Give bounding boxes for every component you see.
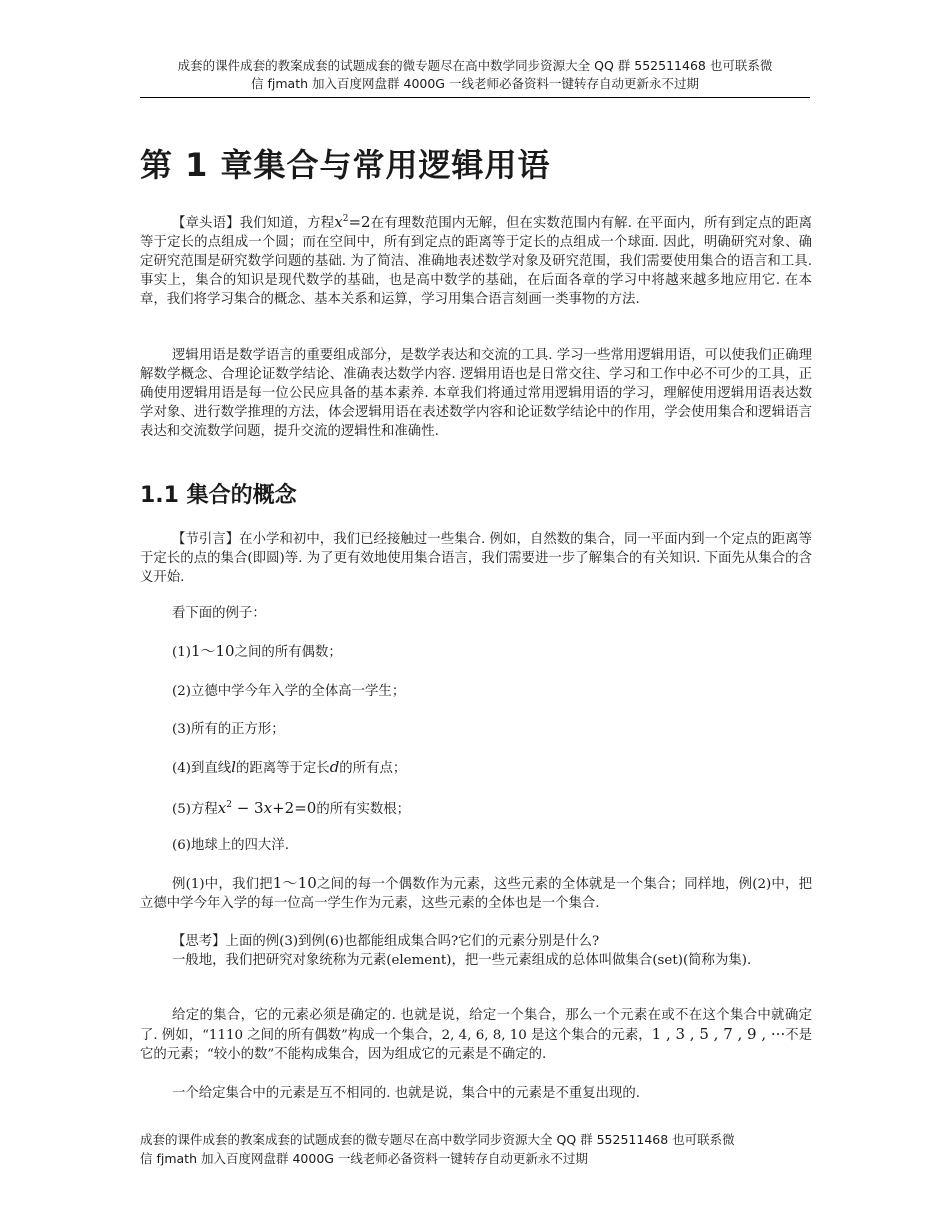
footer-line-1: 成套的课件成套的教案成套的试题成套的微专题尽在高中数学同步资源大全 QQ 群 552511468 也可联系微 bbox=[140, 1132, 735, 1147]
chapter-intro-paragraph-1: 【章头语】我们知道，方程$x^2=2$在有理数范围内无解，但在实数范围内有解. 在平面内，所有到定点的距离等于定长的点组成一个圆；而在空间中，所有到定点的距离等于定长的点组成一个球面. 因此，明确研究对象、确定研究范围是研究数学问题的基础. 为了简洁、准确地表述数学对象及研究范围，我们需要使用集合的语言和工具. 事实上，集合的知识是现代数学的基础，也是高中数学的基础，在后面各章的学习中将越来越多地应用它. 在本章，我们将学习集合的概念、基本关系和运算，学习用集合语言刻画一类事物的方法. bbox=[140, 213, 812, 307]
section-intro-paragraph: 【节引言】在小学和初中，我们已经接触过一些集合. 例如，自然数的集合，同一平面内到一个定点的距离等于定长的点的集合(即圆)等. 为了更有效地使用集合语言，我们需要进一步了解集合的有关知识. 下面先从集合的含义开始. bbox=[140, 532, 812, 585]
example-6: (6)地球上的四大洋. bbox=[172, 838, 289, 853]
page-header bbox=[140, 57, 810, 98]
determinacy-paragraph: 给定的集合，它的元素必须是确定的. 也就是说，给定一个集合，那么一个元素在或不在这个集合中就确定了. 例如，“1110 之间的所有偶数”构成一个集合，2, 4, 6, 8, 10 是这个集合的元素，1 , 3 , 5 , 7 , 9 , ···不是它的元素；“较小的数”不能构成集合，因为组成它的元素是不确定的. bbox=[140, 1008, 813, 1062]
chapter-intro-paragraph-2: 逻辑用语是数学语言的重要组成部分，是数学表达和交流的工具. 学习一些常用逻辑用语，可以使我们正确理解数学概念、合理论证数学结论、准确表达数学内容. 逻辑用语也是日常交往、学习和工作中必不可少的工具，正确使用逻辑用语是每一位公民应具备的基本素养. 本章我们将通过常用逻辑用语的学习，理解使用逻辑用语表达数学对象、进行数学推理的方法，体会逻辑用语在表述数学内容和论证数学结论中的作用，学会使用集合和逻辑语言表达和交流数学问题，提升交流的逻辑性和准确性. bbox=[140, 348, 812, 439]
chapter-title: 第 1 章集合与常用逻辑用语 bbox=[140, 146, 551, 184]
example-3: (3)所有的正方形； bbox=[172, 722, 285, 737]
think-prompt: 【思考】上面的例(3)到例(6)也都能组成集合吗?它们的元素分别是什么? bbox=[172, 934, 600, 949]
example-lead: 看下面的例子： bbox=[172, 606, 266, 621]
distinctness-paragraph: 一个给定集合中的元素是互不相同的. 也就是说，集合中的元素是不重复出现的. bbox=[172, 1086, 641, 1101]
footer-line-2: 信 fjmath 加入百度网盘群 4000G 一线老师必备资料一键转存自动更新永不过期 bbox=[140, 1151, 588, 1166]
page-footer bbox=[140, 1130, 820, 1168]
header-line-1: 成套的课件成套的教案成套的试题成套的微专题尽在高中数学同步资源大全 QQ 群 552511468 也可联系微 bbox=[177, 58, 773, 73]
header-line-2: 信 fjmath 加入百度网盘群 4000G 一线老师必备资料一键转存自动更新永不过期 bbox=[251, 76, 699, 91]
example-2: (2)立德中学今年入学的全体高一学生； bbox=[172, 684, 406, 699]
element-set-definition: 一般地，我们把研究对象统称为元素(element)，把一些元素组成的总体叫做集合(set)(简称为集). bbox=[172, 953, 752, 968]
example-4: (4)到直线l的距离等于定长d的所有点； bbox=[172, 758, 407, 776]
example-5: (5)方程$x^2 - 3x+2=0$的所有实数根； bbox=[172, 799, 411, 817]
example-explanation: 例(1)中，我们把1～10之间的每一个偶数作为元素，这些元素的全体就是一个集合；同样地，例(2)中，把立德中学今年入学的每一位高一学生作为元素，这些元素的全体也是一个集合. bbox=[140, 874, 813, 911]
section-title: 1.1 集合的概念 bbox=[140, 483, 297, 508]
example-1: (1)1～10之间的所有偶数； bbox=[172, 642, 342, 660]
